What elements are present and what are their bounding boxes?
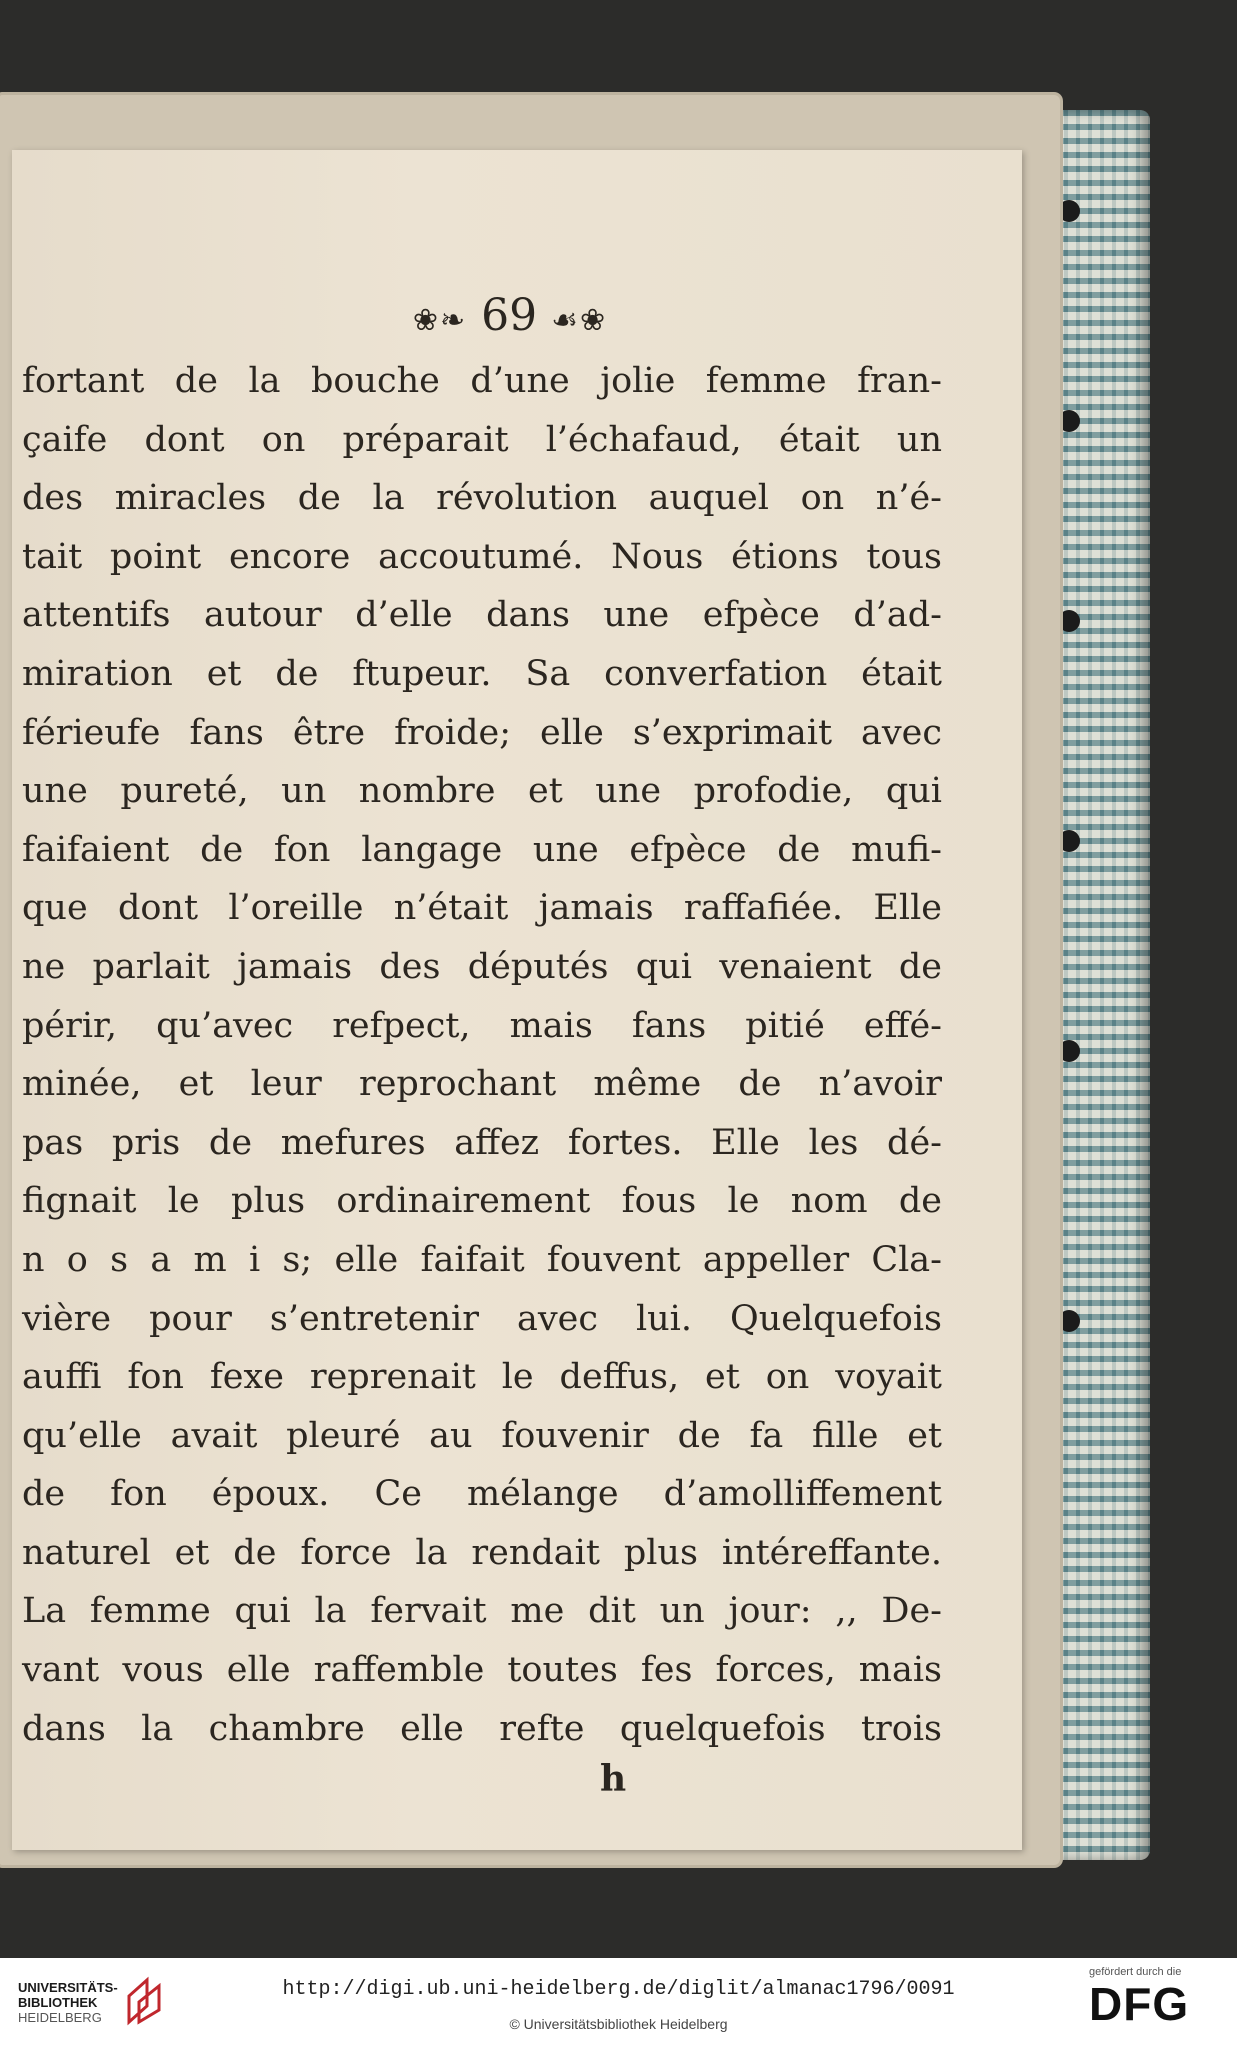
- text-line: fignait le plus ordinairement fous le nom de: [22, 1181, 942, 1222]
- text-line: naturel et de force la rendait plus intéreffante.: [22, 1532, 942, 1573]
- ornament-right: ☙❀: [551, 303, 608, 338]
- funded-by-label: gefördert durch die: [1089, 1966, 1182, 1978]
- text-line: de fon époux. Ce mélange d’amolliffement: [22, 1474, 942, 1515]
- institution-line: BIBLIOTHEK: [18, 1995, 98, 2010]
- text-line: vant vous elle raffemble toutes fes forces, mais: [22, 1650, 942, 1691]
- text-line: tait point encore accoutumé. Nous étions tous: [22, 536, 942, 577]
- dfg-logo: DFG: [1089, 1978, 1190, 2030]
- text-line: dans la chambre elle refte quelquefois trois: [22, 1708, 942, 1749]
- permalink-url[interactable]: http://digi.ub.uni-heidelberg.de/diglit/almanac1796/0091: [282, 1978, 955, 2001]
- text-line: férieufe fans être froide; elle s’exprimait avec: [22, 712, 942, 753]
- text-line: qu’elle avait pleuré au fouvenir de fa fille et: [22, 1415, 942, 1456]
- signature-mark: h: [600, 1758, 627, 1800]
- text-line: çaife dont on préparait l’échafaud, était un: [22, 419, 942, 460]
- text-line: périr, qu’avec refpect, mais fans pitié effé-: [22, 1005, 942, 1046]
- text-line: que dont l’oreille n’était jamais raffafiée. Elle: [22, 888, 942, 929]
- copyright-notice: © Universitätsbibliothek Heidelberg: [509, 2016, 728, 2032]
- page-number: 69: [481, 290, 538, 341]
- text-line: La femme qui la fervait me dit un jour: ,, De-: [22, 1591, 942, 1632]
- text-line: pas pris de mefures affez fortes. Elle les dé-: [22, 1122, 942, 1163]
- page-header: [360, 290, 660, 341]
- text-line: vière pour s’entretenir avec lui. Quelquefois: [22, 1298, 942, 1339]
- institution-line: HEIDELBERG: [18, 2010, 102, 2025]
- funder-block: [1089, 1966, 1219, 2030]
- text-line: faifaient de fon langage une efpèce de mufi-: [22, 829, 942, 870]
- institution-line: UNIVERSITÄTS-: [18, 1980, 118, 1995]
- body-text: [22, 352, 942, 1758]
- text-line: des miracles de la révolution auquel on n’é-: [22, 478, 942, 519]
- text-line: fortant de la bouche d’une jolie femme fran-: [22, 361, 942, 401]
- text-line: attentifs autour d’elle dans une efpèce d’ad-: [22, 595, 942, 636]
- footer-bar: [0, 1958, 1237, 2045]
- text-line: auffi fon fexe reprenait le deffus, et on voyait: [22, 1357, 942, 1398]
- text-line: miration et de ftupeur. Sa converfation était: [22, 653, 942, 694]
- text-line: ne parlait jamais des députés qui venaient de: [22, 946, 942, 987]
- text-line: n o s a m i s; elle faifait fouvent appeller Cla-: [22, 1239, 942, 1280]
- text-line: une pureté, un nombre et une profodie, qui: [22, 771, 942, 812]
- text-line: minée, et leur reprochant même de n’avoir: [22, 1064, 942, 1105]
- ornament-left: ❀❧: [412, 303, 468, 338]
